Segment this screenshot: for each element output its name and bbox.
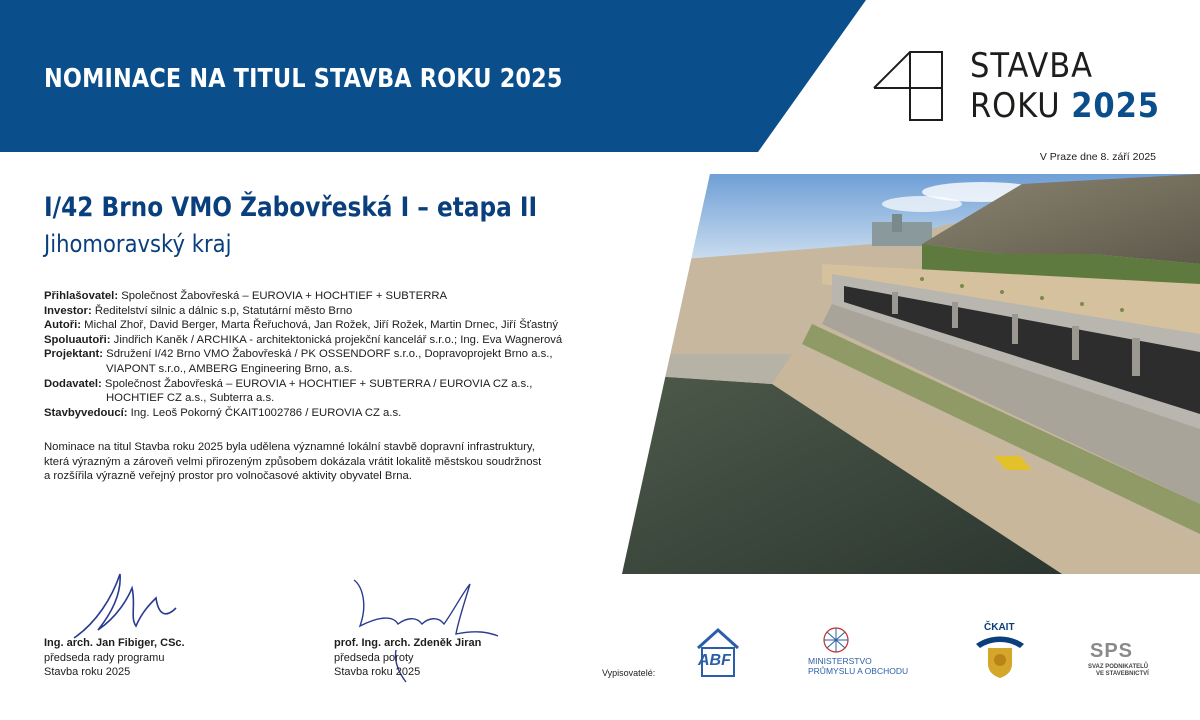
credit-value: Ředitelství silnic a dálnic s.p, Statutární město Brno — [94, 304, 353, 317]
credit-coauthors — [44, 333, 624, 348]
sps-subtext — [1088, 664, 1149, 678]
project-name: I/42 Brno VMO Žabovřeská I – etapa II — [44, 192, 538, 223]
mpo-logo — [808, 626, 918, 682]
signatory-2 — [334, 636, 481, 680]
logo-line1: STAVBA — [970, 46, 1093, 86]
signatory-role: Stavba roku 2025 — [334, 666, 421, 678]
credit-supplier-cont: HOCHTIEF CZ a.s., Subterra a.s. — [106, 392, 275, 405]
credits-block — [44, 289, 624, 420]
signatory-1 — [44, 636, 185, 680]
signatory-role: předseda poroty — [334, 651, 414, 664]
logo-line2 — [970, 86, 1160, 126]
credit-designer — [44, 347, 624, 362]
signature-fibiger — [66, 568, 186, 644]
mpo-line1: MINISTERSTVO — [808, 656, 872, 666]
ckait-logo — [972, 622, 1032, 682]
header-title: NOMINACE NA TITUL STAVBA ROKU 2025 — [44, 64, 563, 94]
ckait-text: ČKAIT — [984, 622, 1015, 633]
mpo-sphere-icon — [812, 626, 862, 654]
credit-designer-cont: VIAPONT s.r.o., AMBERG Engineering Brno, a.s. — [106, 362, 353, 375]
credit-value: Sdružení I/42 Brno VMO Žabovřeská / PK OSSENDORF s.r.o., Dopravoprojekt Brno a.s., — [106, 348, 553, 361]
credit-label: Spoluautoři: — [44, 333, 111, 346]
credit-value: Společnost Žabovřeská – EUROVIA + HOCHTIEF + SUBTERRA — [121, 290, 448, 302]
signatory-role: Stavba roku 2025 — [44, 666, 131, 678]
sps-line2: VE STAVEBNICTVÍ — [1096, 671, 1149, 677]
date-line: V Praze dne 8. září 2025 — [1039, 151, 1156, 163]
project-photo — [622, 174, 1200, 574]
nomination-description — [44, 440, 624, 484]
credit-supplier — [44, 377, 624, 392]
credit-value: Michal Zhoř, David Berger, Marta Řeřuchová, Jan Rožek, Jiří Rožek, Martin Drnec, Jiří Šťastný — [84, 319, 559, 332]
organizers-label: Vypisovatelé: — [602, 668, 656, 678]
signatory-role: předseda rady programu — [44, 651, 165, 664]
sps-line1: SVAZ PODNIKATELŮ — [1088, 664, 1149, 670]
description-line: a rozšířila výrazně veřejný prostor pro volnočasové aktivity obyvatel Brna. — [44, 470, 412, 483]
credit-site-manager — [44, 406, 624, 421]
abf-logo — [690, 624, 746, 680]
credit-label: Autoři: — [44, 319, 82, 332]
signatory-name: prof. Ing. arch. Zdeněk Jiran — [334, 637, 482, 649]
mpo-line2: PRŮMYSLU A OBCHODU — [808, 666, 909, 676]
ckait-emblem-icon — [972, 634, 1028, 680]
credit-label: Projektant: — [44, 348, 104, 361]
credit-investor — [44, 304, 624, 319]
credit-label: Stavbyvedoucí: — [44, 406, 128, 419]
logo-mark-icon — [872, 50, 946, 124]
description-line: Nominace na titul Stavba roku 2025 byla udělena významné lokální stavbě dopravní infrastruktury, — [44, 441, 535, 453]
credit-value: Společnost Žabovřeská – EUROVIA + HOCHTIEF + SUBTERRA / EUROVIA CZ a.s., — [104, 377, 533, 390]
project-region: Jihomoravský kraj — [44, 230, 232, 258]
sps-text: SPS — [1090, 640, 1134, 662]
credit-value: Ing. Leoš Pokorný ČKAIT1002786 / EUROVIA CZ a.s. — [130, 406, 402, 419]
credit-label: Investor: — [44, 304, 92, 317]
sps-logo — [1088, 640, 1160, 684]
logo-word-roku: ROKU — [970, 86, 1061, 126]
signatory-name: Ing. arch. Jan Fibiger, CSc. — [44, 637, 185, 649]
credit-value: Jindřich Kaněk / ARCHIKA - architektonická projekční kancelář s.r.o.; Ing. Eva Wagnerová — [113, 333, 563, 346]
stavba-roku-logo — [872, 46, 1172, 130]
credit-label: Dodavatel: — [44, 377, 102, 390]
logo-wordmark — [970, 46, 1181, 126]
abf-text: ABF — [698, 652, 731, 669]
credit-authors — [44, 318, 624, 333]
credit-label: Přihlašovatel: — [44, 290, 119, 302]
logo-year: 2025 — [1071, 86, 1160, 126]
credit-applicant — [44, 289, 624, 304]
mpo-text — [808, 656, 908, 676]
description-line: která výrazným a zároveň velmi přirozeným způsobem dokázala vrátit lokalitě městskou soudržnost — [44, 455, 542, 468]
